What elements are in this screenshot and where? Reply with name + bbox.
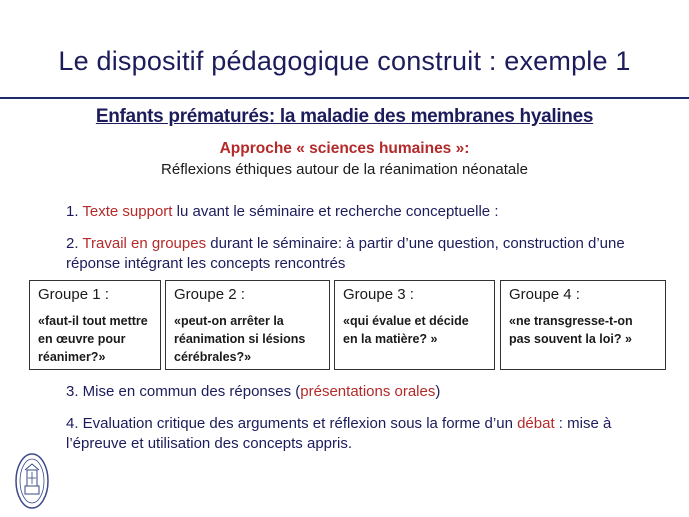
step-1-highlight: Texte support <box>82 203 173 220</box>
group-question: «peut-on arrêter la réanimation si lésions cérébrales?» <box>174 314 306 364</box>
step-3-text: 3. Mise en commun des réponses ( <box>66 383 301 400</box>
step-2-number: 2. <box>66 235 83 252</box>
step-1 <box>66 202 498 222</box>
step-4 <box>66 414 666 454</box>
title-divider <box>0 97 689 99</box>
group-name: Groupe 4 : <box>509 286 580 303</box>
group-question: «ne transgresse-t-on pas souvent la loi? » <box>509 314 633 346</box>
group-question: «faut-il tout mettre en œuvre pour réanimer?» <box>38 314 148 364</box>
group-question: «qui évalue et décide en la matière? » <box>343 314 469 346</box>
step-4-text: 4. Evaluation critique des arguments et réflexion sous la forme d’un <box>66 415 518 432</box>
step-3-highlight: présentations orales <box>300 383 436 400</box>
step-1-text: lu avant le séminaire et recherche conceptuelle : <box>172 203 499 220</box>
group-box-3 <box>334 280 495 370</box>
group-box-2 <box>165 280 330 370</box>
group-box-4 <box>500 280 666 370</box>
step-4-highlight: débat <box>517 415 555 432</box>
group-box-1 <box>29 280 161 370</box>
step-2-text: durant le séminaire: à partir d’une question, construction d’une réponse intégrant les concepts rencontrés <box>66 235 625 272</box>
slide-subtitle: Enfants prématurés: la maladie des membranes hyalines <box>95 106 594 127</box>
step-3 <box>66 382 440 402</box>
step-3-text-end: ) <box>435 383 441 400</box>
group-name: Groupe 2 : <box>174 286 245 303</box>
step-2 <box>66 234 626 274</box>
group-name: Groupe 1 : <box>38 286 109 303</box>
approach-heading: Approche « sciences humaines »: <box>219 140 470 157</box>
approach-description: Réflexions éthiques autour de la réanimation néonatale <box>161 161 528 178</box>
step-4-text-end: : mise à l’épreuve et utilisation des concepts appris. <box>66 415 612 452</box>
step-1-number: 1. <box>66 203 83 220</box>
group-name: Groupe 3 : <box>343 286 414 303</box>
university-seal-icon <box>14 452 50 510</box>
step-2-highlight: Travail en groupes <box>82 235 207 252</box>
slide-title: Le dispositif pédagogique construit : exemple 1 <box>58 46 631 76</box>
